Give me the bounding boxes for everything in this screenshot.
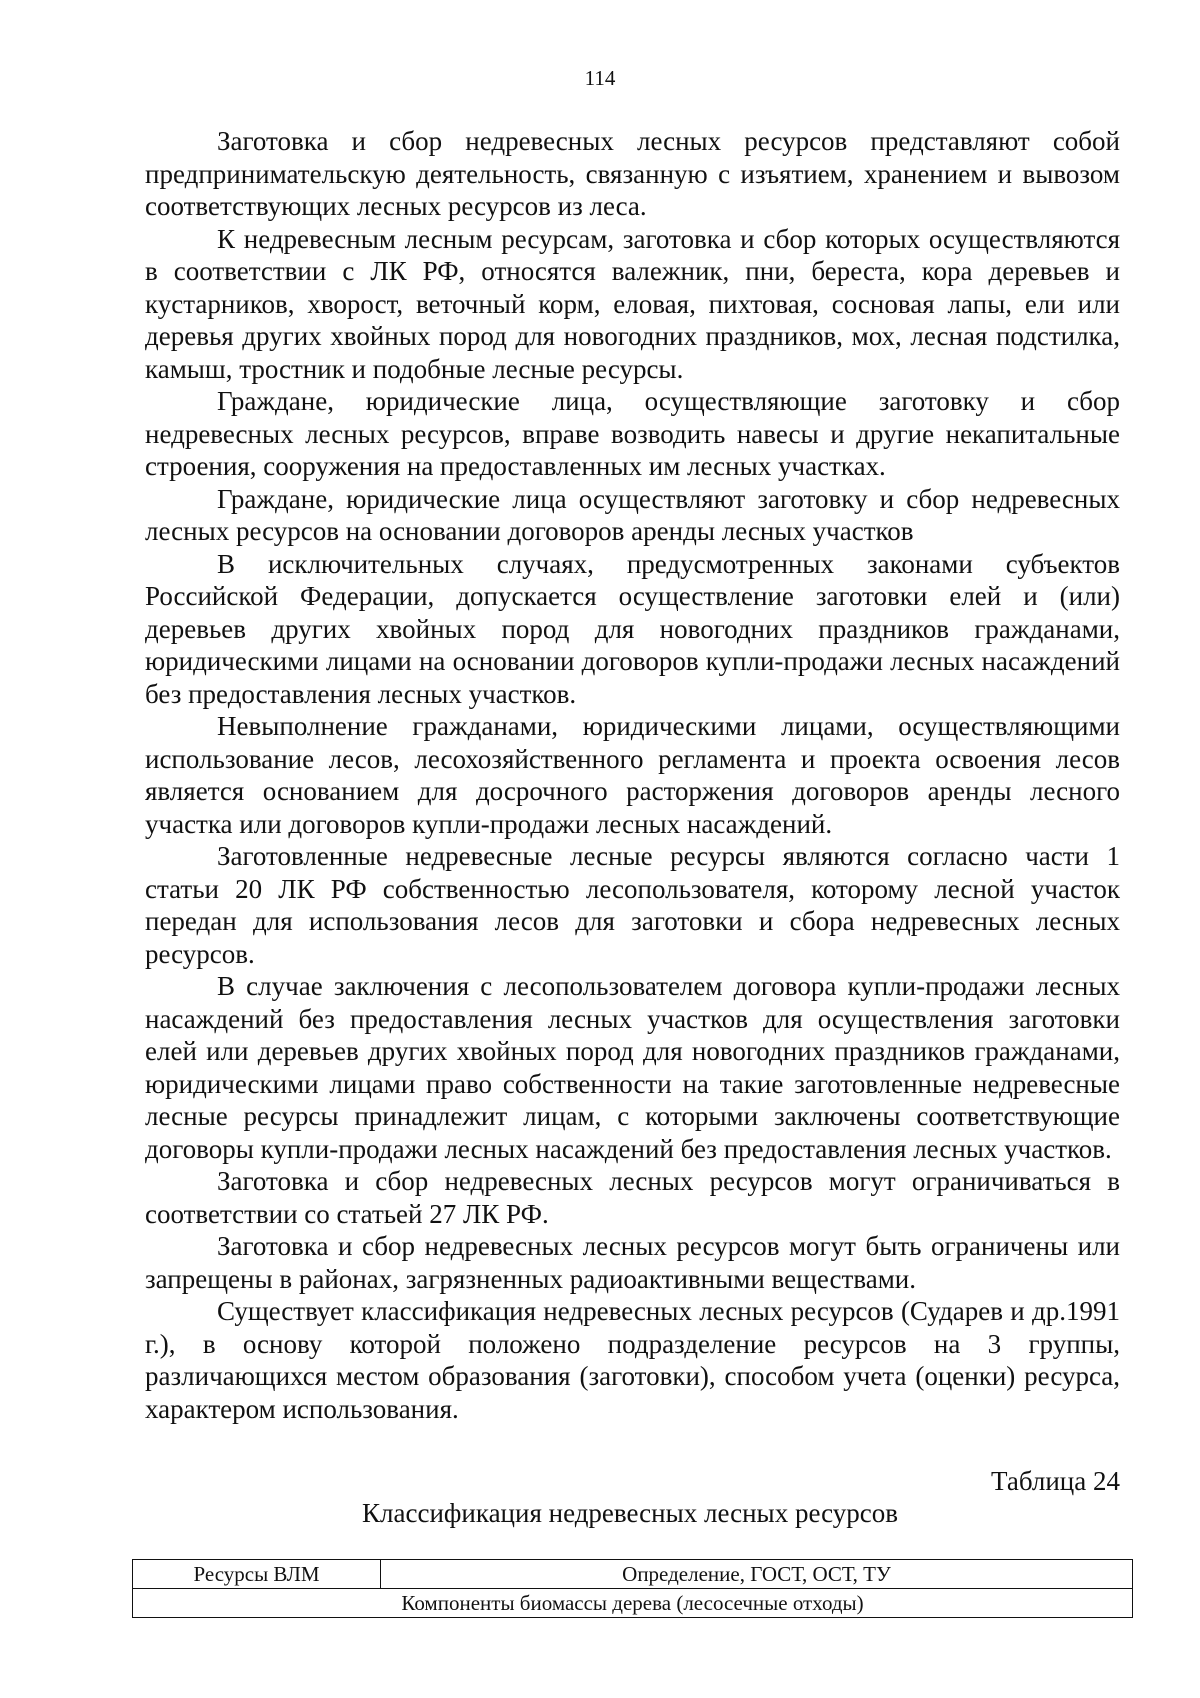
paragraph: Заготовка и сбор недревесных лесных ресурсов могут ограничиваться в соответствии со статьей 27 ЛК РФ. xyxy=(145,1166,1120,1229)
classification-table xyxy=(132,1559,1133,1618)
paragraph: В случае заключения с лесопользователем договора купли-продажи лесных насаждений без предоставления лесных участков для осуществления заготовки елей или деревьев других хвойных пород для новогодних праздников гражданами, юридическими лицами право собственности на такие заготовленные недревесные лесные ресурсы принадлежит лицам, с которыми заключены соответствующие договоры купли-продажи лесных насаждений без предоставления лесных участков. xyxy=(145,971,1120,1164)
paragraph: Существует классификация недревесных лесных ресурсов (Сударев и др.1991 г.), в основу которой положено подразделение ресурсов на 3 группы, различающихся местом образования (заготовки), способом учета (оценки) ресурса, характером использования. xyxy=(145,1296,1120,1424)
table-header-row xyxy=(133,1560,1133,1589)
paragraph: Граждане, юридические лица осуществляют заготовку и сбор недревесных лесных ресурсов на основании договоров аренды лесных участков xyxy=(145,483,1120,546)
paragraph: Заготовка и сбор недревесных лесных ресурсов представляют собой предпринимательскую деятельность, связанную с изъятием, хранением и вывозом соответствующих лесных ресурсов из леса. xyxy=(145,126,1120,221)
paragraph: В исключительных случаях, предусмотренных законами субъектов Российской Федерации, допускается осуществление заготовки елей и (или) деревьев других хвойных пород для новогодних праздников гражданами, юридическими лицами на основании договоров купли-продажи лесных насаждений без предоставления лесных участков. xyxy=(145,548,1120,709)
paragraph: Граждане, юридические лица, осуществляющие заготовку и сбор недревесных лесных ресурсов, вправе возводить навесы и другие некапитальные строения, сооружения на предоставленных им лесных участках. xyxy=(145,386,1120,481)
table-section-cell: Компоненты биомассы дерева (лесосечные отходы) xyxy=(133,1589,1133,1618)
table-header-cell: Ресурсы ВЛМ xyxy=(133,1560,381,1589)
table-caption: Классификация недревесных лесных ресурсов xyxy=(362,1498,898,1528)
table-label: Таблица 24 xyxy=(991,1466,1120,1496)
paragraph: К недревесным лесным ресурсам, заготовка и сбор которых осуществляются в соответствии с ЛК РФ, относятся валежник, пни, береста, кора деревьев и кустарников, хворост, веточный корм, еловая, пихтовая, сосновая лапы, ели или деревья других хвойных пород для новогодних праздников, мох, лесная подстилка, камыш, тростник и подобные лесные ресурсы. xyxy=(145,223,1120,384)
paragraph: Заготовленные недревесные лесные ресурсы являются согласно части 1 статьи 20 ЛК РФ собственностью лесопользователя, которому лесной участок передан для использования лесов для заготовки и сбора недревесных лесных ресурсов. xyxy=(145,841,1120,969)
paragraph: Заготовка и сбор недревесных лесных ресурсов могут быть ограничены или запрещены в районах, загрязненных радиоактивными веществами. xyxy=(145,1231,1120,1294)
table-row xyxy=(133,1589,1133,1618)
paragraph: Невыполнение гражданами, юридическими лицами, осуществляющими использование лесов, лесохозяйственного регламента и проекта освоения лесов является основанием для досрочного расторжения договоров аренды лесного участка или договоров купли-продажи лесных насаждений. xyxy=(145,711,1120,839)
body-text xyxy=(145,125,1120,1425)
page-number: 114 xyxy=(584,66,616,90)
table-header-cell: Определение, ГОСТ, ОСТ, ТУ xyxy=(381,1560,1133,1589)
